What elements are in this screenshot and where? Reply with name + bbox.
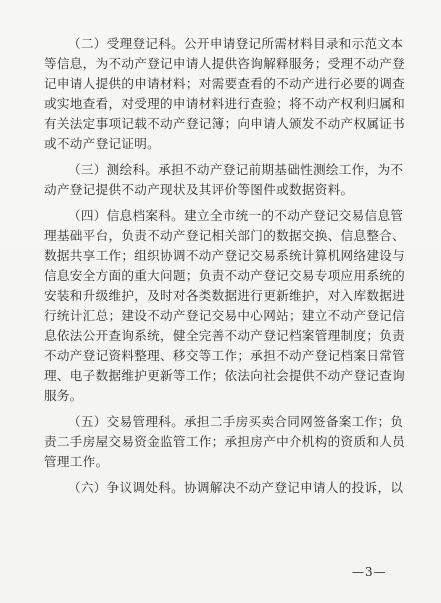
text-line: 有关法定事项记载不动产登记簿；向申请人颁发不动产权属证书: [44, 116, 406, 131]
paragraph-section-6: [44, 478, 406, 498]
text-line: （五）交易管理科。承担二手房买卖合同网签备案工作；负: [68, 414, 404, 429]
text-line: 理、电子数据维护更新等工作；依法向社会提供不动产登记查询: [44, 368, 406, 383]
text-line: 管理工作。: [44, 454, 109, 469]
paragraph-section-3: [44, 160, 406, 200]
text-line: 安装和升级维护，及时对各类数据进行更新维护，对入库数据进: [44, 288, 406, 303]
text-line: （六）争议调处科。协调解决不动产登记申请人的投诉，以: [68, 480, 404, 495]
text-line: 记申请人提供的申请材料；对需要查看的不动产进行必要的调查: [44, 76, 406, 91]
text-line: 或实地查看，对受理的申请材料进行查验；将不动产权利归属和: [44, 96, 406, 111]
text-line: 动产登记提供不动产现状及其评价等图件或数据资料。: [44, 182, 354, 197]
text-line: 或不动产登记证明。: [44, 136, 161, 151]
paragraph-section-4: [44, 206, 406, 406]
text-line: 服务。: [44, 388, 83, 403]
text-line: 理基础平台，负责不动产登记相关部门的数据交换、信息整合、: [44, 228, 406, 243]
text-line: （四）信息档案科。建立全市统一的不动产登记交易信息管: [68, 208, 404, 223]
text-line: 不动产登记资料整理、移交等工作；承担不动产登记档案日常管: [44, 348, 406, 363]
text-line: 行统计汇总；建设不动产登记交易中心网站；建立不动产登记信: [44, 308, 406, 323]
text-line: 信息安全方面的重大问题；负责不动产登记交易专项应用系统的: [44, 268, 406, 283]
document-body: [44, 34, 406, 498]
text-line: 责二手房屋交易资金监管工作；承担房产中介机构的资质和人员: [44, 434, 406, 449]
text-line: 数据共享工作；组织协调不动产登记交易系统计算机网络建设与: [44, 248, 406, 263]
paragraph-section-2: [44, 34, 406, 154]
page-number: —3—: [352, 565, 387, 579]
text-line: （二）受理登记科。公开申请登记所需材料目录和示范文本: [68, 36, 404, 51]
text-line: （三）测绘科。承担不动产登记前期基础性测绘工作，为不: [68, 162, 404, 177]
text-line: 息依法公开查询系统，健全完善不动产登记档案管理制度；负责: [44, 328, 406, 343]
text-line: 等信息，为不动产登记申请人提供咨询解释服务；受理不动产登: [44, 56, 406, 71]
paragraph-section-5: [44, 412, 406, 472]
